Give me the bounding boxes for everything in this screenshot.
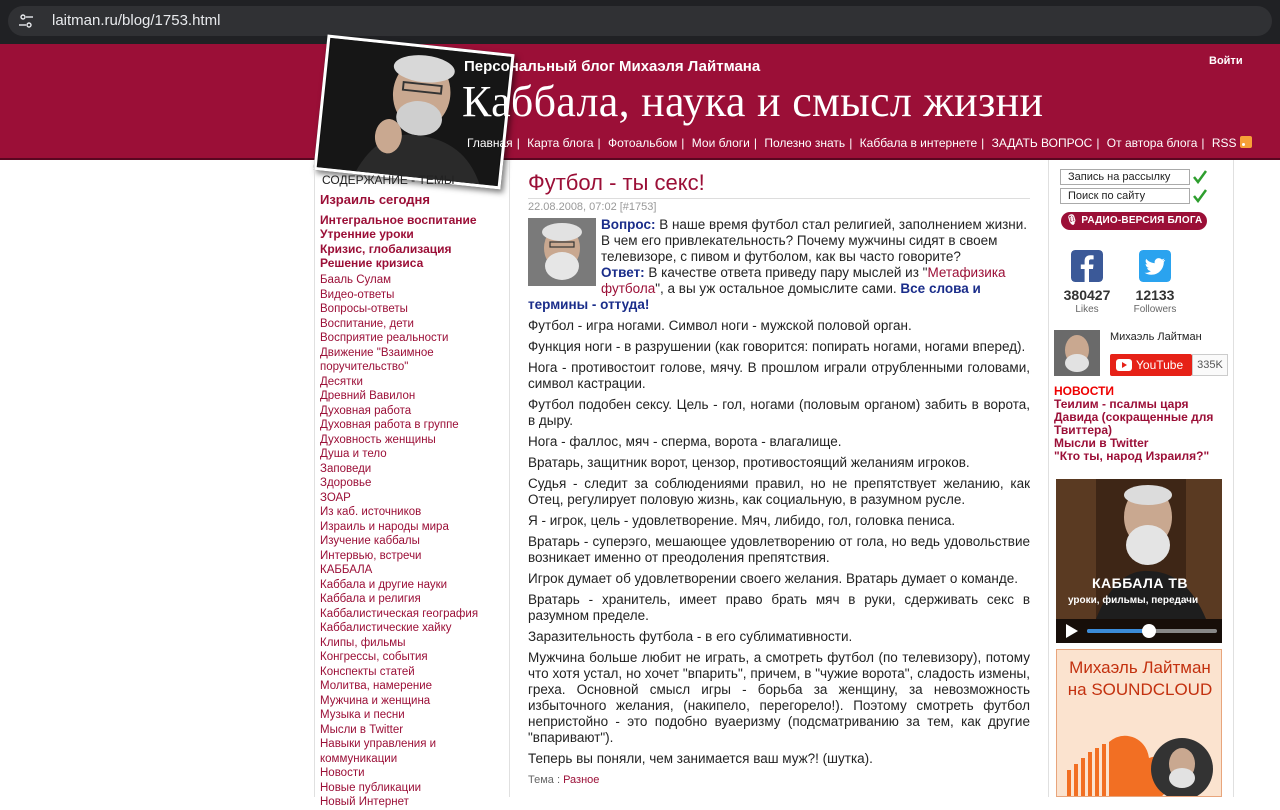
toc-item[interactable]: Древний Вавилон <box>320 390 416 402</box>
toc-list <box>320 273 505 810</box>
youtube-icon <box>1116 359 1132 371</box>
facebook-icon[interactable] <box>1071 250 1103 282</box>
toc-item[interactable]: Движение "Взаимное поручительство" <box>320 346 434 373</box>
news-item[interactable]: Мысли в Twitter <box>1054 436 1149 450</box>
play-icon[interactable] <box>1066 624 1078 638</box>
toc-item[interactable]: КАББАЛА <box>320 564 373 576</box>
toc-item[interactable]: Новые публикации <box>320 781 422 794</box>
toc-item[interactable]: Восприятие реальности <box>320 332 449 344</box>
youtube-label: YouTube <box>1136 358 1184 372</box>
nav-separator: | <box>1096 136 1100 150</box>
tv-subtitle: уроки, фильмы, передачи <box>1068 595 1199 606</box>
author-avatar <box>1151 738 1213 797</box>
toc-item[interactable]: Духовная работа <box>320 404 412 417</box>
toc-item[interactable]: Конспекты статей <box>320 665 415 678</box>
checkmark-icon[interactable] <box>1193 170 1207 184</box>
nav-photo[interactable]: Фотоальбом <box>608 136 678 150</box>
toc-item[interactable]: Видео-ответы <box>320 288 395 301</box>
article-topic <box>528 774 1030 786</box>
topic-link[interactable]: Разное <box>563 774 600 786</box>
article-paragraph: Игрок думает об удовлетворении своего желания. Вратарь думает о команде. <box>528 571 1019 586</box>
nav-separator: | <box>849 136 853 150</box>
soundcloud-line1: Михаэль Лайтман <box>1069 658 1211 677</box>
article-date: 22.08.2008, 07:02 [#1753] <box>528 198 1030 213</box>
toc-item[interactable]: Каббалистические хайку <box>320 622 452 634</box>
toc-item[interactable]: Мужчина и женщина <box>320 694 431 707</box>
address-bar[interactable] <box>8 6 1272 36</box>
subscribe-field[interactable]: Запись на рассылку <box>1060 169 1190 185</box>
toc-item[interactable]: Клипы, фильмы <box>320 636 406 649</box>
article-title[interactable]: Футбол - ты секс! <box>528 170 705 195</box>
url-text[interactable]: laitman.ru/blog/1753.html <box>52 12 221 29</box>
toc-item[interactable]: Музыка и песни <box>320 709 405 721</box>
metaphysics-link[interactable]: Метафизика футбола <box>601 265 1006 296</box>
radio-label: РАДИО-ВЕРСИЯ БЛОГА <box>1081 215 1203 226</box>
facebook-count: 380427 <box>1063 287 1111 303</box>
rss-icon[interactable] <box>1240 136 1252 148</box>
nav-blogs[interactable]: Мои блоги <box>691 136 750 150</box>
nav-author[interactable]: От автора блога <box>1106 136 1198 150</box>
toc-item[interactable]: Душа и тело <box>320 448 387 460</box>
nav-internet[interactable]: Каббала в интернете <box>859 136 978 150</box>
toc-featured <box>320 193 477 271</box>
toc-item[interactable]: Мысли в Twitter <box>320 723 404 736</box>
blog-title[interactable]: Каббала, наука и смысл жизни <box>462 77 1044 126</box>
toc-item[interactable]: ЗОАР <box>320 491 351 504</box>
question-text: В наше время футбол стал религией, заполнением жизни. В чем его привлекательность? Почему мужчины сидят в своем телевизоре, с пивом и футболом, как вы часто говорите? <box>601 217 1028 264</box>
article-paragraph: Я - игрок, цель - удовлетворение. Мяч, либидо, гол, головка пениса. <box>528 513 956 528</box>
answer-label: Ответ: <box>601 265 645 280</box>
tv-title: КАББАЛА ТВ <box>1092 575 1189 591</box>
toc-featured-item[interactable]: Утренние уроки <box>320 227 414 241</box>
login-link[interactable]: Войти <box>1209 55 1243 67</box>
toc-item[interactable]: Заповеди <box>320 462 372 475</box>
toc-item[interactable]: Изучение каббалы <box>320 535 420 547</box>
nav-separator: | <box>597 136 601 150</box>
answer-emphasis: Все слова и термины - оттуда! <box>528 281 981 312</box>
toc-item[interactable]: Каббала и религия <box>320 593 421 605</box>
microphone-icon: 🎙 <box>1065 215 1082 226</box>
article <box>528 170 1030 786</box>
checkmark-icon[interactable] <box>1193 189 1207 203</box>
browser-toolbar <box>0 0 1280 44</box>
toc-item[interactable]: Интервью, встречи <box>320 549 422 562</box>
nav-separator: | <box>753 136 757 150</box>
nav-ask[interactable]: ЗАДАТЬ ВОПРОС <box>991 136 1093 150</box>
article-paragraph: Мужчина больше любит не играть, а смотреть футбол (по телевизору), потому что хотя устал, но хочет "впарить", причем, в "чужие ворота", сладость измены, греха. Основной смысл игры - борьба за женщину, за невозможность избыточного желания, (накипело, перегорело!). Поэтому смотреть футбол непристойно - это подобно вуаеризму (подсматриванию за тем, как другие "впаривают"). <box>528 650 1030 745</box>
article-paragraph: Вратарь - хранитель, имеет право брать мяч в руки, сдерживать секс в разумном пределе. <box>528 592 1030 623</box>
article-paragraph: Теперь вы поняли, чем занимается ваш муж?! (шутка). <box>528 751 873 766</box>
progress-handle[interactable] <box>1142 624 1156 638</box>
player-controls <box>1056 619 1222 643</box>
nav-rss[interactable]: RSS <box>1211 136 1237 150</box>
toc-heading: СОДЕРЖАНИЕ - ТЕМЫ <box>322 173 455 187</box>
topic-label: Тема : <box>528 774 564 786</box>
toc-item[interactable]: Новости <box>320 767 365 779</box>
search-field[interactable]: Поиск по сайту <box>1060 188 1190 204</box>
article-paragraph: Футбол - игра ногами. Символ ноги - мужской половой орган. <box>528 318 912 333</box>
toc-item[interactable]: Вопросы-ответы <box>320 303 408 315</box>
blog-subtitle: Персональный блог Михаэля Лайтмана <box>464 58 761 75</box>
twitter-icon[interactable] <box>1139 250 1171 282</box>
author-thumbnail <box>528 218 596 286</box>
toc-item[interactable]: Каббала и другие науки <box>320 578 448 591</box>
main-nav <box>467 136 1252 150</box>
twitter-label: Followers <box>1133 304 1177 315</box>
news-item[interactable]: Теилим - псалмы царя Давида (сокращенные для Твиттера) <box>1054 397 1214 437</box>
radio-version-button[interactable] <box>1061 212 1207 230</box>
twitter-count: 12133 <box>1135 287 1175 303</box>
article-paragraph: Судья - следит за соблюдениями правил, но не препятствует желанию, как Отец, регулирует половую жизнь, как социальную, в разумном русле. <box>528 476 1030 507</box>
toc-item[interactable]: Здоровье <box>320 477 372 489</box>
toc-item[interactable]: Духовная работа в группе <box>320 419 459 431</box>
toc-featured-item[interactable]: Интегральное воспитание <box>320 212 477 227</box>
answer-text: В качестве ответа приведу пару мыслей из " <box>644 265 928 280</box>
toc-item[interactable]: Каббалистическая география <box>320 607 479 620</box>
nav-separator: | <box>981 136 985 150</box>
article-paragraph: Заразительность футбола - в его сублимативности. <box>528 629 853 644</box>
toc-featured-item[interactable]: Кризис, глобализация <box>320 241 452 256</box>
nav-separator: | <box>516 136 520 150</box>
soundcloud-line2: на SOUNDCLOUD <box>1067 680 1213 699</box>
article-paragraph: Функция ноги - в разрушении (как говорится: попирать ногами, ногами вперед). <box>528 339 1026 354</box>
toc-item[interactable]: Навыки управления и коммуникации <box>320 738 437 765</box>
answer-text-2: ", а вы уж остальное домыслите сами. <box>655 281 901 296</box>
article-paragraph: Вратарь, защитник ворот, цензор, противостоящий желаниям игроков. <box>528 455 970 470</box>
youtube-subscriber-count: 335K <box>1192 354 1228 376</box>
article-paragraph: Нога - фаллос, мяч - сперма, ворота - влагалище. <box>528 434 842 449</box>
site-settings-icon[interactable] <box>18 13 34 29</box>
toc-item[interactable]: Воспитание, дети <box>320 317 414 330</box>
article-paragraph: Футбол подобен сексу. Цель - гол, ногами (половым органом) забить в ворота, в дыру. <box>528 397 1030 428</box>
toc-item[interactable]: Новый Интернет <box>320 796 409 808</box>
nav-separator: | <box>1201 136 1205 150</box>
nav-sitemap[interactable]: Карта блога <box>527 136 594 150</box>
news-block <box>1054 384 1226 463</box>
youtube-avatar[interactable] <box>1054 330 1100 376</box>
nav-useful[interactable]: Полезно знать <box>764 136 846 150</box>
article-body <box>528 318 1030 767</box>
toc-item[interactable]: Десятки <box>320 375 363 388</box>
toc-item[interactable]: Молитва, намерение <box>320 680 433 692</box>
toc-featured-item[interactable]: Израиль сегодня <box>320 192 430 207</box>
toc-item[interactable]: Духовность женщины <box>320 433 436 446</box>
question-label: Вопрос: <box>601 217 656 232</box>
nav-home[interactable]: Главная <box>467 136 513 150</box>
youtube-subscribe-button[interactable] <box>1110 354 1192 376</box>
toc-item[interactable]: Бааль Сулам <box>320 274 392 286</box>
facebook-label: Likes <box>1075 304 1099 315</box>
toc-item[interactable]: Израиль и народы мира <box>320 520 449 533</box>
toc-featured-item[interactable]: Решение кризиса <box>320 256 424 270</box>
nav-separator: | <box>681 136 685 150</box>
question-answer <box>528 217 1030 313</box>
kabbalah-tv-player[interactable] <box>1056 479 1222 643</box>
toc-item[interactable]: Конгрессы, события <box>320 651 428 663</box>
news-item[interactable]: "Кто ты, народ Израиля?" <box>1054 449 1210 463</box>
toc-item[interactable]: Из каб. источников <box>320 506 422 518</box>
article-paragraph: Вратарь - суперэго, мешающее удовлетворению от гола, но ведь удовольствие возникает именно от преодоления препятствия. <box>528 534 1030 565</box>
progress-fill <box>1087 629 1149 633</box>
article-paragraph: Нога - противостоит голове, мячу. В прошлом играли отрубленными головами, символ кастрации. <box>528 360 1030 391</box>
youtube-channel-name[interactable]: Михаэль Лайтман <box>1110 331 1202 343</box>
news-heading: НОВОСТИ <box>1054 384 1115 398</box>
soundcloud-banner[interactable] <box>1056 649 1222 797</box>
